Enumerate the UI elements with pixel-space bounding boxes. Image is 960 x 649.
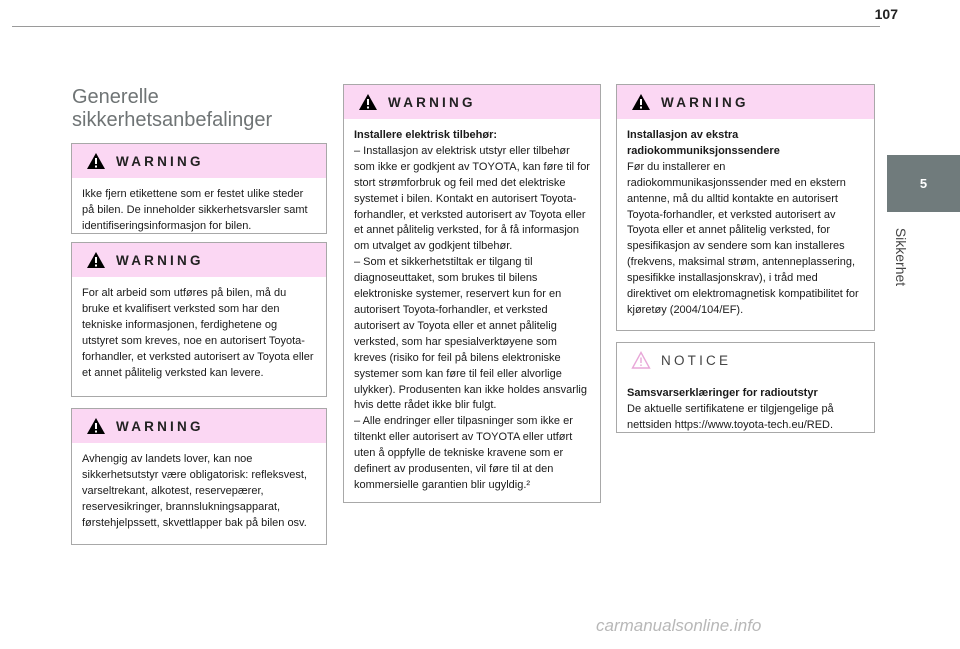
warning-triangle-icon [86, 251, 106, 269]
warning-header [617, 85, 874, 119]
notice-box-radio [616, 342, 875, 433]
chapter-label-text: Sikkerhet [893, 227, 909, 287]
notice-heading: Samsvarserklæringer for radioutstyr [627, 387, 818, 399]
warning-heading: Installasjon av ekstra radiokommuniksjonssendere [627, 129, 780, 157]
warning-text: Avhengig av landets lover, kan noe sikkerhetsutstyr være obligatorisk: refleksvest, varseltrekant, alkotest, reservepærer, reservesikringer, brannslukningsapparat, førstehjelpssett, skvettlapper bak på bilen osv. [82, 453, 307, 529]
warning-triangle-icon [86, 417, 106, 435]
notice-text: De aktuelle sertifikatene er tilgjengelige på nettsiden https://www.toyota-tech.eu/RED. [627, 402, 834, 431]
warning-triangle-icon [86, 152, 106, 170]
section-title: Generelle sikkerhetsanbefalinger [72, 86, 273, 131]
chapter-number: 5 [919, 176, 928, 191]
warning-box-equipment [71, 408, 327, 545]
warning-box-radio [616, 84, 875, 331]
warning-title: WARNING [116, 418, 204, 434]
chapter-label [889, 222, 913, 292]
warning-header [344, 85, 600, 119]
warning-box-labels [71, 143, 327, 234]
warning-header [72, 144, 326, 178]
warning-title: WARNING [116, 252, 204, 268]
warning-paragraph: – Alle endringer eller tilpasninger som ikke er tiltenkt eller autorisert av TOYOTA eller utført uten å oppfylle de tekniske kravene som er definert av produsenten, vil føre til at den kommersielle garantien blir ugyldig.² [354, 415, 573, 491]
top-divider [12, 26, 880, 27]
warning-header [72, 243, 326, 277]
notice-header [617, 343, 874, 377]
page-number: 107 [874, 6, 898, 22]
chapter-tab[interactable] [887, 155, 960, 212]
notice-title: NOTICE [661, 352, 732, 368]
warning-box-electrical [343, 84, 601, 503]
warning-paragraph: – Installasjon av elektrisk utstyr eller tilbehør som ikke er godkjent av TOYOTA, kan føre til for stort strømforbruk og feil med det elektriske systemet i bilen. Kontakt en autorisert Toyota-forhandler, et verksted autorisert av Toyota eller et annet pålitelig verksted, for å få informasjon om utvalget av godkjent tilbehør. [354, 144, 590, 253]
watermark: carmanualsonline.info [596, 616, 762, 635]
warning-text: Før du installerer en radiokommunikasjonssender med en ekstern antenne, må du alltid kontakte en autorisert Toyota-forhandler, et verksted autorisert av Toyota eller et annet pålitelig verksted, for spesifikasjon av sendere som kan installeres (frekvens, maksimal strøm, antenneplassering, spesifikke installasjonskrav), i tråd med direktivet om elektromagnetisk kompatibilitet for kjøretøy (2004/104/EF). [627, 160, 859, 316]
notice-triangle-icon [631, 351, 651, 369]
warning-triangle-icon [631, 93, 651, 111]
warning-header [72, 409, 326, 443]
warning-title: WARNING [388, 94, 476, 110]
warning-title: WARNING [661, 94, 749, 110]
warning-heading: Installere elektrisk tilbehør: [354, 129, 498, 141]
warning-text: Ikke fjern etikettene som er festet ulike steder på bilen. De inneholder sikkerhetsvarsler samt identifiseringsinformasjon for bilen. [82, 188, 308, 232]
warning-box-workshop [71, 242, 327, 397]
warning-paragraph: – Som et sikkerhetstiltak er tilgang til diagnoseuttaket, som brukes til bilens elektroniske systemer, reservert kun for en autorisert Toyota-forhandler, et verksted autorisert av Toyota eller et annet pålitelig verksted, som har spesialverktøyene som kreves (risiko for feil på bilens elektroniske systemer som kan føre til feil eller alvorlige ulykker). Produsenten kan ikke holdes ansvarlig hvis dette rådet ikke blir fulgt. [354, 256, 587, 412]
warning-triangle-icon [358, 93, 378, 111]
warning-text: For alt arbeid som utføres på bilen, må du bruke et kvalifisert verksted som har den tekniske informasjonen, ferdighetene og utstyret som kreves, noe en autorisert Toyota-forhandler, et verksted autorisert av Toyota eller et annet pålitelig verksted kan levere. [82, 287, 314, 379]
warning-title: WARNING [116, 153, 204, 169]
